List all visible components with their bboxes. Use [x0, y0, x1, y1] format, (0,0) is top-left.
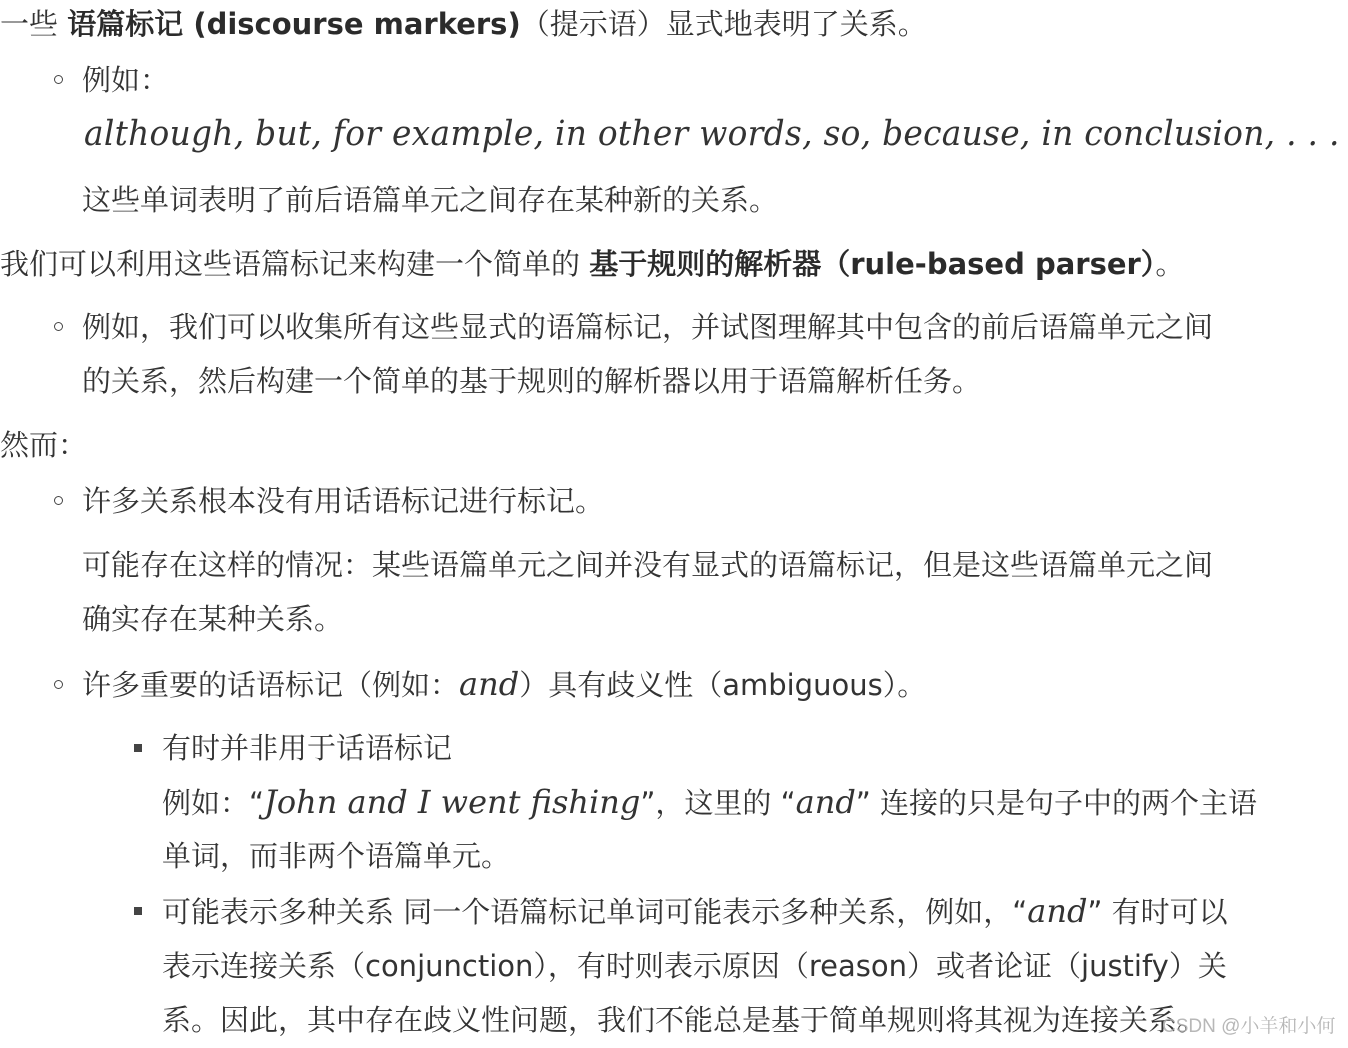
sub2-line1-math: and — [1027, 892, 1088, 930]
circle-bullet-icon — [54, 75, 63, 84]
sub1-line3: 单词，而非两个语篇单元。 — [162, 839, 511, 873]
issue2-pre: 许多重要的话语标记（例如： — [82, 668, 460, 702]
sub1-title: 有时并非用于话语标记 — [162, 731, 453, 765]
parser-item-line2: 的关系，然后构建一个简单的基于规则的解析器以用于语篇解析任务。 — [82, 364, 982, 398]
circle-bullet-icon — [54, 322, 63, 331]
watermark: CSDN @小羊和小何 — [1162, 1016, 1336, 1037]
circle-bullet-icon — [54, 680, 63, 689]
sub1-ex-math: John and I went fishing — [264, 783, 641, 821]
sub2-line1-pre: 可能表示多种关系 同一个语篇标记单词可能表示多种关系，例如，“ — [162, 895, 1028, 929]
square-bullet-icon — [134, 907, 142, 915]
issue1-title: 许多关系根本没有用话语标记进行标记。 — [82, 484, 605, 518]
parser-term: 基于规则的解析器（rule-based parser） — [589, 247, 1156, 281]
parser-item-line1: 例如，我们可以收集所有这些显式的语篇标记，并试图理解其中包含的前后语篇单元之间 — [82, 310, 1214, 344]
example-note: 这些单词表明了前后语篇单元之间存在某种新的关系。 — [82, 183, 779, 217]
sub2-line1 — [162, 891, 1228, 931]
square-bullet-icon — [134, 744, 142, 752]
parser-paragraph — [0, 244, 1184, 284]
sub1-ex-post: ” 连接的只是句子中的两个主语 — [855, 786, 1258, 820]
sub1-ex-pre: 例如：“ — [162, 786, 265, 820]
however-label: 然而： — [0, 428, 88, 462]
intro-pre: 一些 — [0, 7, 68, 41]
example-math-text: although, but, for example, in other words, so, because, in conclusion, . . . — [84, 114, 1340, 154]
intro-post: （提示语）显式地表明了关系。 — [520, 7, 927, 41]
issue1-line2: 确实存在某种关系。 — [82, 602, 344, 636]
intro-term: 语篇标记 (discourse markers) — [67, 7, 521, 41]
parser-pre: 我们可以利用这些语篇标记来构建一个简单的 — [0, 247, 590, 281]
sub2-line2: 表示连接关系（conjunction），有时则表示原因（reason）或者论证（justify）关 — [162, 949, 1227, 983]
issue2-post: ）具有歧义性（ambiguous）。 — [519, 668, 927, 702]
issue2-math: and — [459, 665, 520, 703]
sub1-example — [162, 782, 1257, 822]
circle-bullet-icon — [54, 496, 63, 505]
issue2-line — [82, 664, 926, 704]
example-math — [84, 112, 1340, 156]
sub1-ex-mid: ”，这里的 “ — [640, 786, 796, 820]
sub2-line3: 系。因此，其中存在歧义性问题，我们不能总是基于简单规则将其视为连接关系。 — [162, 1003, 1207, 1037]
parser-post: 。 — [1155, 247, 1185, 281]
intro-line — [0, 4, 927, 44]
sub1-ex-math2: and — [795, 783, 856, 821]
example-label: 例如： — [82, 63, 170, 97]
sub2-line1-post: ” 有时可以 — [1087, 895, 1228, 929]
issue1-line1: 可能存在这样的情况：某些语篇单元之间并没有显式的语篇标记，但是这些语篇单元之间 — [82, 548, 1214, 582]
